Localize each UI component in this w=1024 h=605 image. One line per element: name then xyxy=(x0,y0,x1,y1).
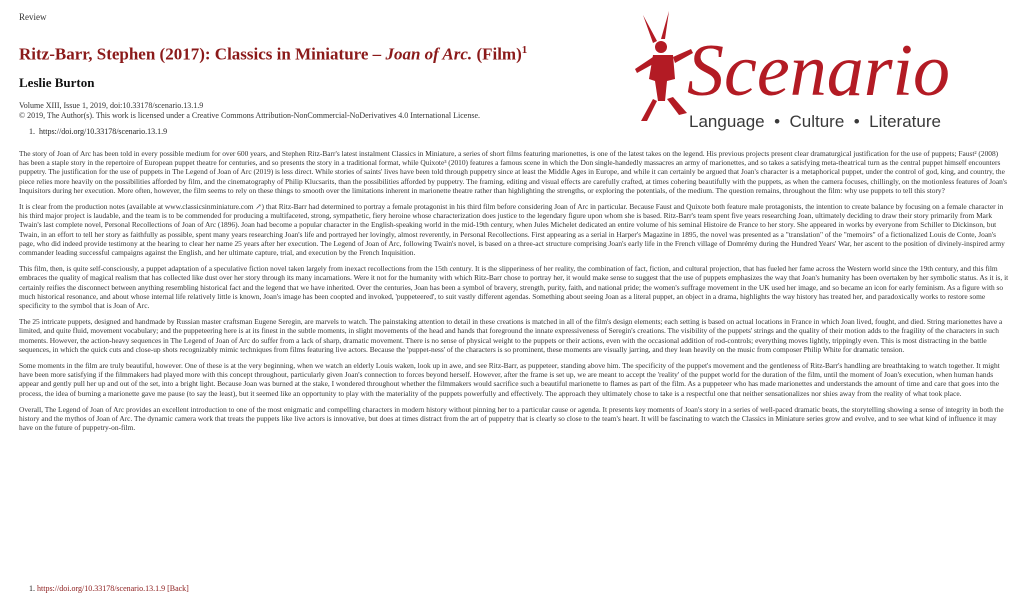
meta-license: © 2019, The Author(s). This work is licensed under a Creative Commons Attribution-NonCommercial-NoDerivatives 4.0 International License. xyxy=(19,110,481,120)
meta-volume: Volume XIII, Issue 1, 2019, doi:10.33178/scenario.13.1.9 xyxy=(19,100,204,110)
title-suffix: (Film) xyxy=(472,44,522,64)
body-paragraph: Overall, The Legend of Joan of Arc provides an excellent introduction to one of the most enigmatic and compelling characters in modern history without pinning her to a particular cause or agenda. It presents key moments of Joan's story in a series of well-paced dramatic beats, the storytelling showing a sense of integrity in both the history and the mythos of Joan of Arc. The dynamic camera work that treats the puppets like live actors is innovative, but does at times distract from the art of puppetry that is clearly so close to the team's heart. It will be fascinating to watch the Classics in Miniature series grow and evolve, and to see what kind of influence it may have on the future of puppetry-on-film. xyxy=(19,404,1004,433)
endnote-item xyxy=(37,584,189,593)
body-paragraph: This film, then, is quite self-consciously, a puppet adaptation of a speculative fiction novel taken largely from inexact recollections from the 15th century. It is the slipperiness of her reality, the combination of fact, fiction, and cultural projection, that has fueled her fame across the Western world since the 19th century, and this film embraces the quality of magical realism that has collected like dust over her story through its many incarnations. Were it not for the humanity with which Ritz-Barr chose to portray her, it would make sense to suggest that the use of puppets emphasizes the way that Joan's humanity has been overtaken by her symbolic status. As it is, it certainly reifies the disconnect between anything resembling historical fact and the legend that we have inherited. Over the centuries, Joan has been a symbol of bravery, strength, purity, faith, and national pride; the women's suffrage movement in the UK used her image, and so became an icon for early feminism. As a figure with so much historical resonance, and about whose internal life relatively little is known, Joan's image has been coopted and invoked, 'puppeteered', to suit vastly different agendas. Something about seeing Joan as a literal puppet, an object in a drama, highlights the way history has treated her, and paradoxically works to restore some specificity to the symbol that is Joan of Arc. xyxy=(19,264,1009,311)
body-paragraph: The 25 intricate puppets, designed and handmade by Russian master craftsman Eugene Seregin, are marvels to watch. The painstaking attention to detail in these creations is matched in all of the film's design elements; each setting is based on actual locations in France in which Joan lived, fought, and died. String marionettes have a limited, and quite fluid, movement vocabulary; and the puppeteering here is at its finest in the subtle moments, in slight movements of the head and hands that foreground the innate expressiveness of Seregin's creations. The visibility of the puppets' strings and the quality of their motion adds to the fragility of the characters in such moments. However, the action-heavy sequences in The Legend of Joan of Arc do suffer from a lack of sharp, dramatic movement. There is no sense of physical weight to the puppets or their actions, even with the occasional addition of rod-controls; everything moves lightly, trippingly even. This is most distracting in the battle sequences, in which the quick cuts and close-up shots recognizably mimic techniques from films featuring live actors. Because the 'puppet-ness' of the characters is so prominent, these moments are visually jarring, and they lean heavily on the music from composer Philip White for dramatic tension. xyxy=(19,317,1003,354)
endnote-doi-link[interactable]: https://doi.org/10.33178/scenario.13.1.9 xyxy=(37,584,166,593)
body-paragraph: The story of Joan of Arc has been told in every possible medium for over 600 years, and Stephen Ritz-Barr's latest instalment Classics in Miniature, a series of short films featuring marionettes, is one of the latest takes on the legend. His previous projects present clear dramaturgical justification for the use of puppets; Faust² (2008) has been a staple story in the repertoire of European puppet theatre for centuries, and so presents the story in a traditional format, while Quixote³ (2010) features a famous scene in which the Don single-handedly massacres an army of marionettes, and so takes a satisfying meta-theatrical turn as the central puppet himself encounters puppetry. The justification for the use of puppets in The Legend of Joan of Arc (2019) is less direct. While stories of saints' lives have been told through puppetry since at least the Middle Ages in Europe, and while it can certainly be argued that Joan's character is a metaphorical puppet, under the control of god, king, and country, the piece relies more heavily on the possibilities afforded by film, and the cinematography of Philip Klucsarits, than the possibilities afforded by puppetry. The framing, editing and visual effects are carefully crafted, at times cohering beautifully with the puppets, as when the camera focuses, chillingly, on the motionless features of Joan's Inquisitors during her execution. More often, however, the film seems to rely on these things to smooth over the limitations inherent in marionette theatre rather than highlighting the strengths, or exploring the potentials, of the medium. The question remains, throughout the film: why use puppets to tell this story? xyxy=(19,149,1008,195)
author-name: Leslie Burton xyxy=(19,74,95,90)
body-paragraph: Some moments in the film are truly beautiful, however. One of these is at the very beginning, when we watch an elderly Louis waken, look up in awe, and see Ritz-Barr, as puppeteer, standing above him. The specificity of the puppet's movement and the gentleness of Ritz-Barr's handling are breathtaking to watch together. It might have been more satisfying if the filmmakers had played more with this concept throughout, particularly given Joan's connection to forces beyond herself. However, after the frame is set up, we are meant to accept the 'reality' of the puppet world for the duration of the film, until the moment of Joan's execution, when human hands appear and gently pull her up and out of the set, into a bright light. Because Joan was burned at the stake, I wondered throughout whether the filmmakers would sacrifice such a beautiful marionette to flames as part of the film. As a puppeteer who has made marionettes and understands the amount of time and care that goes into the process, the idea of burning a marionette gave me pause (to say the least), but it seemed like an opportunity to play with the materiality of the puppets powerfully and effectively. The approach they ultimately chose to take is a respectful one that neither sensationalizes nor shies away from the reality of what took place. xyxy=(19,361,1000,398)
article-title xyxy=(19,40,599,65)
back-link[interactable]: [Back] xyxy=(167,584,189,593)
endnotes xyxy=(19,584,189,593)
article-header xyxy=(19,12,599,137)
article-body xyxy=(19,149,1009,439)
doi-note: 1. https://doi.org/10.33178/scenario.13.1.9 xyxy=(37,127,599,137)
body-paragraph: It is clear from the production notes (available at www.classicsinminiature.com ↗) that Ritz-Barr had determined to portray a female protagonist in his third film before considering Joan of Arc in particular. Because Faust and Quixote both feature male protagonists, the intention to create balance by focusing on a female character in his third major project is laudable, and the team is to be commended for producing a multifaceted, strong, sympathetic, fiery heroine whose characterization does justice to the legendary figure upon whom she is based. Ritz-Barr's team spent five years researching Joan, ultimately deciding to draw their story primarily from Mark Twain's last complete novel, Personal Recollections of Joan of Arc (1896). Joan had become a popular character in the English-speaking world in the mid-19th century, when Jules Michelet dedicated an entire volume of his seminal Histoire de France to her story. She appeared in works by everyone from Schiller to Dickinson, but Twain, in an effort to tell her story as faithfully as possible, spent many years researching Joan's life and portrayed her lovingly, almost reverently, in Personal Recollections. First appearing as a serial in Harper's Magazine in 1895, the novel was presented as a "translation" of the "memoirs" of a fictionalized Louis de Conte, Joan's page, who did indeed provide testimony at the hearing to clear her name 25 years after her execution. The Legend of Joan of Arc, following Twain's novel, is based on a three-act structure comprising Joan's early life in the French village of Domrémy during the Hundred Years' War, her ascent to the position of divinely-inspired army commander leading successful campaigns against the English, and her ultimate capture, trial, and execution by the French Inquisition. xyxy=(19,202,1005,258)
section-kicker: Review xyxy=(19,12,47,22)
scenario-logo xyxy=(595,9,1020,134)
logo-wordmark: Scenario xyxy=(687,30,951,112)
title-main: Ritz-Barr, Stephen (2017): Classics in Miniature – xyxy=(19,44,386,64)
title-footnote-ref[interactable]: 1 xyxy=(521,44,528,56)
doi-note-list xyxy=(19,127,599,137)
article-meta xyxy=(19,101,599,121)
logo-tagline: Language • Culture • Literature xyxy=(689,112,941,131)
title-italic: Joan of Arc. xyxy=(385,44,473,64)
dancer-figure-icon xyxy=(635,11,693,121)
